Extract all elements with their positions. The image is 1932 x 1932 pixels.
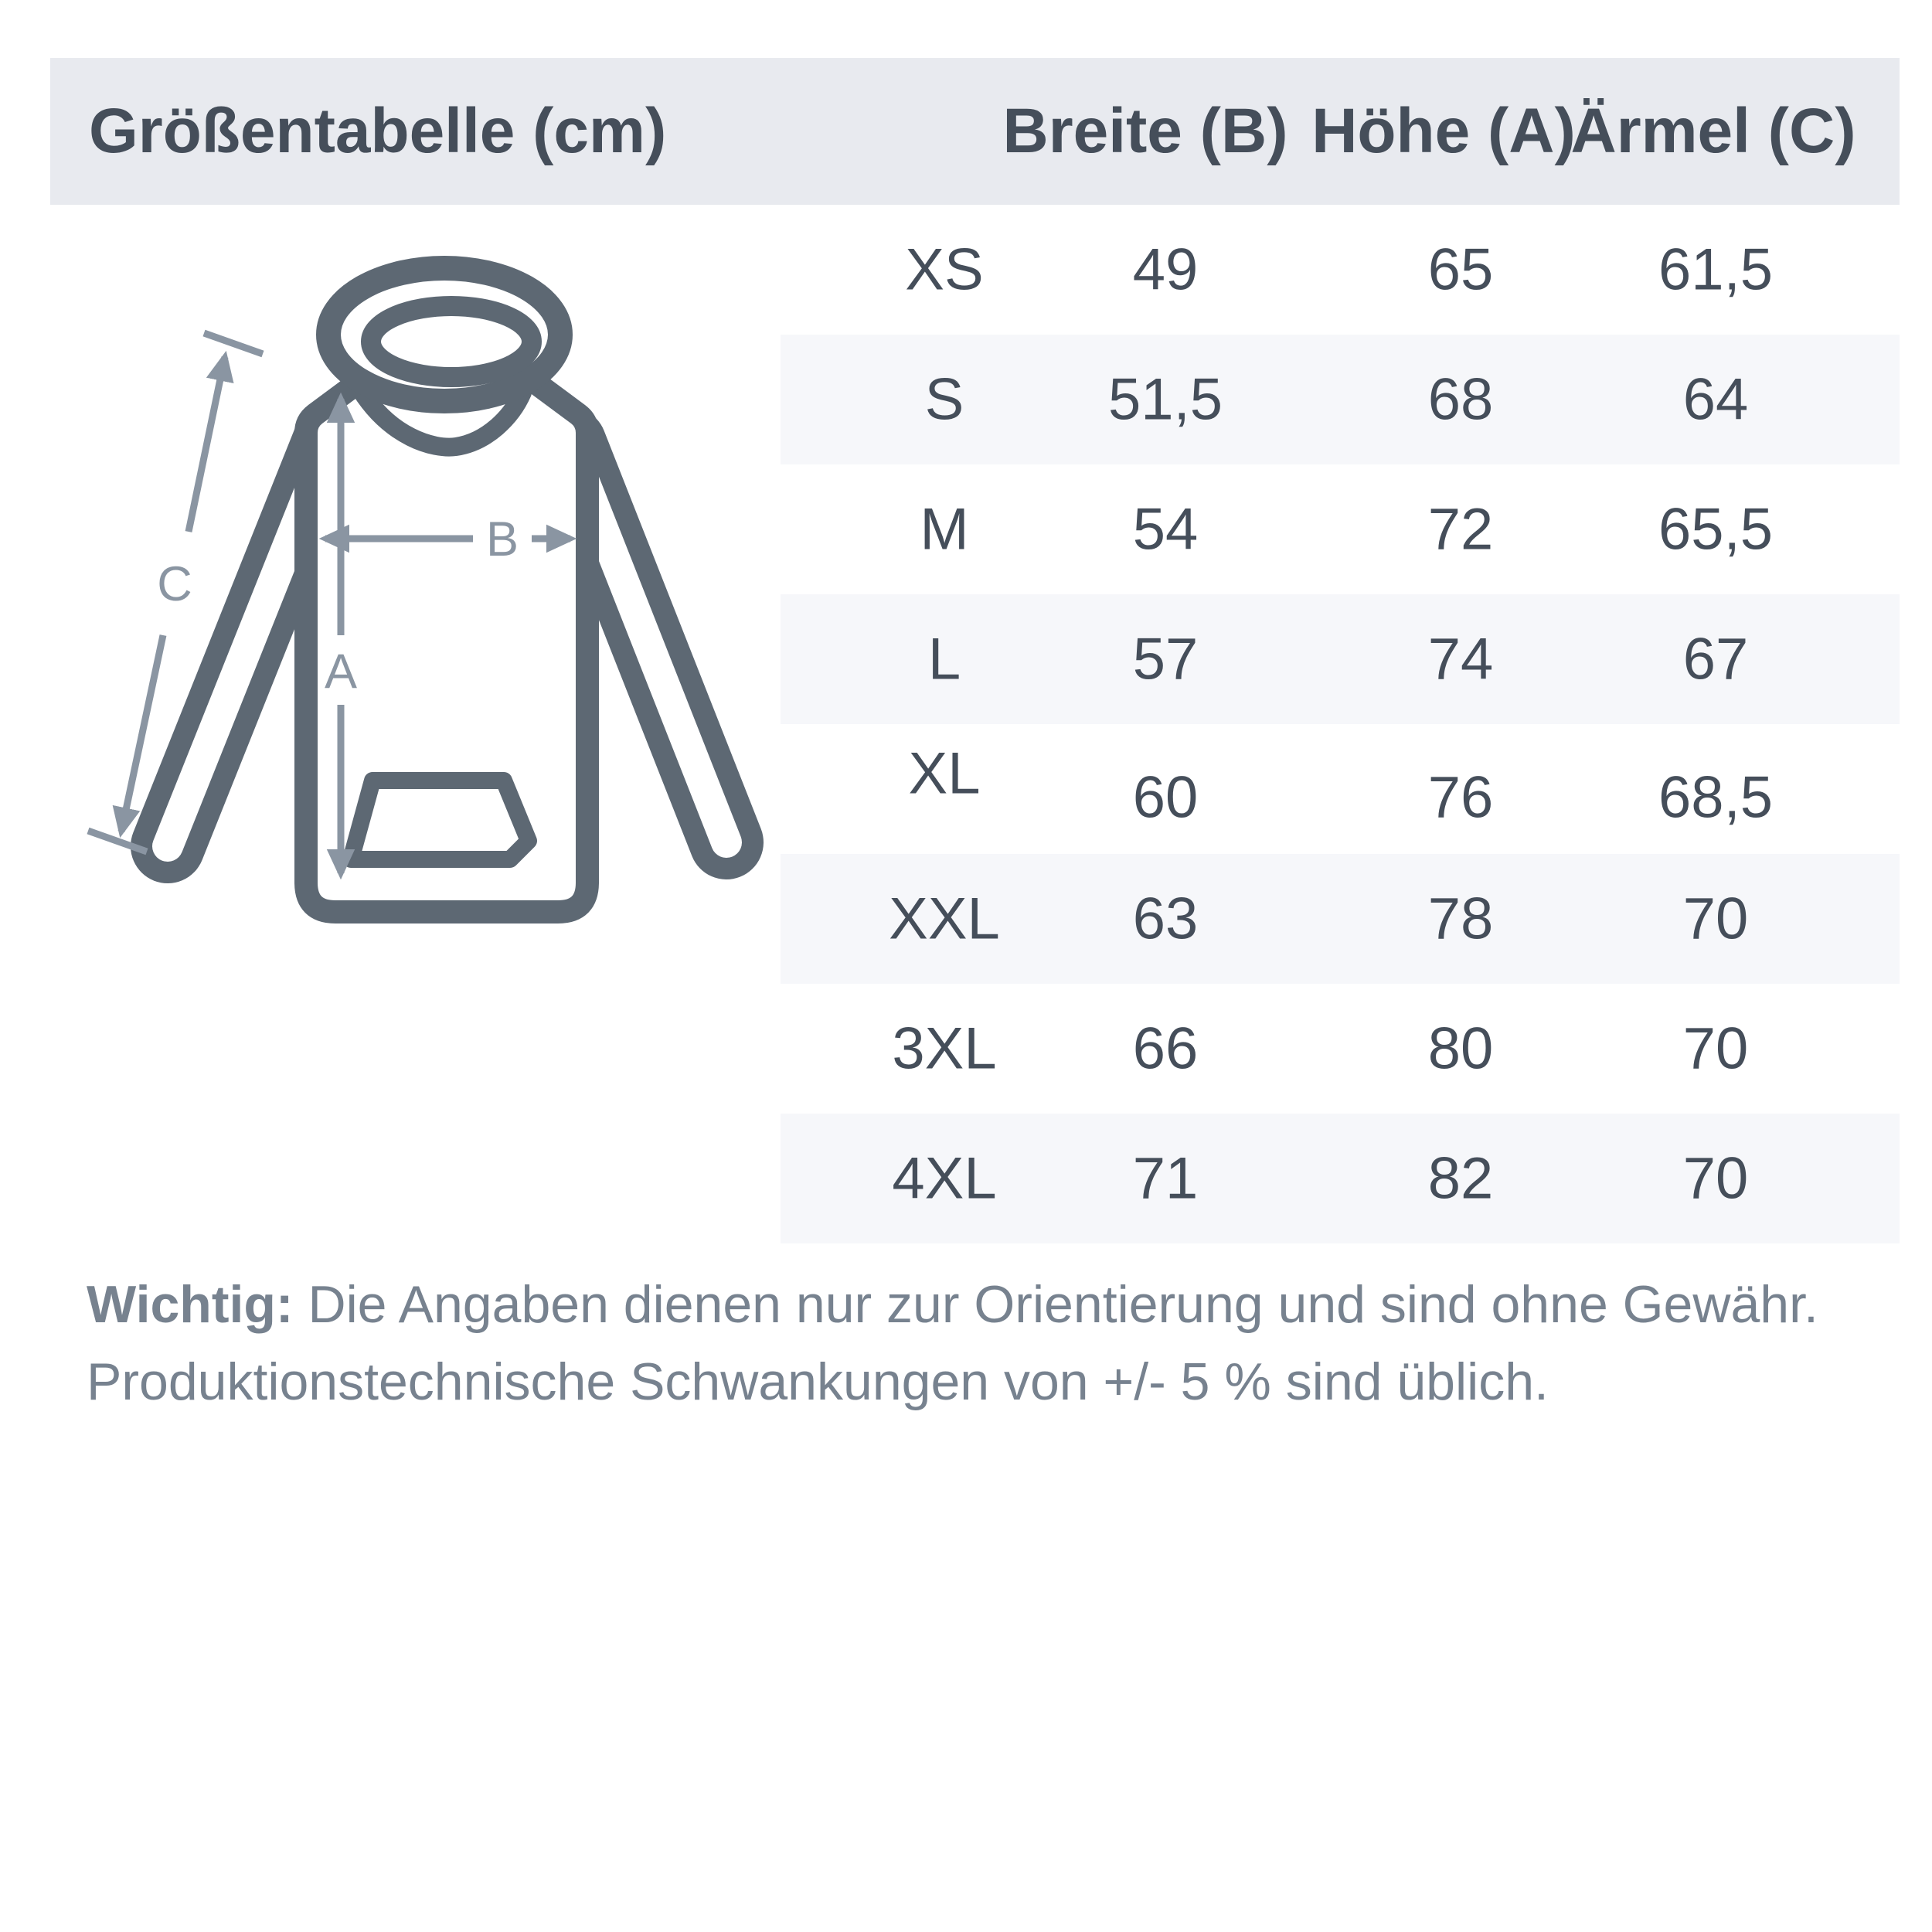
size-table-body <box>781 205 1900 1243</box>
cell-hoehe-value: 65 <box>1427 236 1494 303</box>
column-header-breite: Breite (B) <box>1002 96 1288 166</box>
pocket-icon <box>351 781 529 859</box>
measure-c-endcap-top <box>204 333 263 354</box>
measure-label-b: B <box>485 512 519 566</box>
cell-breite-value: 57 <box>1132 626 1199 692</box>
cell-size-label: XL <box>908 740 981 807</box>
cell-breite-value: 63 <box>1132 886 1199 952</box>
column-header-hoehe: Höhe (A) <box>1311 96 1576 166</box>
table-header <box>50 58 1900 205</box>
cell-size-label: 3XL <box>892 1015 997 1082</box>
size-row-l <box>781 594 1900 724</box>
column-header-aermel: Ärmel (C) <box>1570 96 1856 166</box>
hood-inner-icon <box>371 306 532 377</box>
cell-hoehe-value: 78 <box>1427 886 1494 952</box>
page-title: Größentabelle (cm) <box>89 96 667 166</box>
size-row-s <box>781 335 1900 464</box>
cell-aermel-value: 67 <box>1682 626 1749 692</box>
cell-breite-value: 71 <box>1132 1145 1199 1212</box>
cell-breite-value: 51,5 <box>1108 366 1223 433</box>
cell-hoehe-value: 72 <box>1427 496 1494 563</box>
cell-aermel-value: 70 <box>1682 886 1749 952</box>
cell-hoehe-value: 74 <box>1427 626 1494 692</box>
size-row-4xl <box>781 1114 1900 1243</box>
cell-aermel-value: 68,5 <box>1658 764 1773 831</box>
cell-aermel-value: 70 <box>1682 1145 1749 1212</box>
cell-aermel-value: 70 <box>1682 1015 1749 1082</box>
cell-aermel-value: 61,5 <box>1658 236 1773 303</box>
cell-hoehe-value: 76 <box>1427 764 1494 831</box>
size-row-xs <box>781 205 1900 335</box>
footer-note-line1-text: Die Angaben dienen nur zur Orientierung und sind ohne Gewähr. <box>293 1275 1818 1334</box>
footer-note-keyword: Wichtig: <box>87 1275 294 1334</box>
cell-size-label: XS <box>905 236 984 303</box>
cell-hoehe-value: 68 <box>1427 366 1494 433</box>
cell-breite-value: 54 <box>1132 496 1199 563</box>
cell-size-label: 4XL <box>892 1145 997 1212</box>
cell-aermel-value: 64 <box>1682 366 1749 433</box>
cell-size-label: XXL <box>889 886 1000 952</box>
cell-size-label: M <box>920 496 969 563</box>
cell-breite-value: 66 <box>1132 1015 1199 1082</box>
cell-size-label: S <box>924 366 964 433</box>
footer-note <box>87 1266 1887 1420</box>
measure-label-a: A <box>324 645 358 699</box>
footer-note-line1 <box>87 1266 1887 1343</box>
measure-label-c: C <box>157 557 192 611</box>
cell-hoehe-value: 80 <box>1427 1015 1494 1082</box>
size-row-m <box>781 464 1900 594</box>
cell-aermel-value: 65,5 <box>1658 496 1773 563</box>
cell-hoehe-value: 82 <box>1427 1145 1494 1212</box>
cell-size-label: L <box>927 626 961 692</box>
hoodie-diagram <box>46 247 819 1066</box>
cell-breite-value: 60 <box>1132 764 1199 831</box>
footer-note-line2: Produktionstechnische Schwankungen von +/- 5 % sind üblich. <box>87 1352 1549 1411</box>
size-row-xxl <box>781 854 1900 984</box>
size-row-3xl <box>781 984 1900 1114</box>
size-row-xl <box>781 724 1900 854</box>
cell-breite-value: 49 <box>1132 236 1199 303</box>
